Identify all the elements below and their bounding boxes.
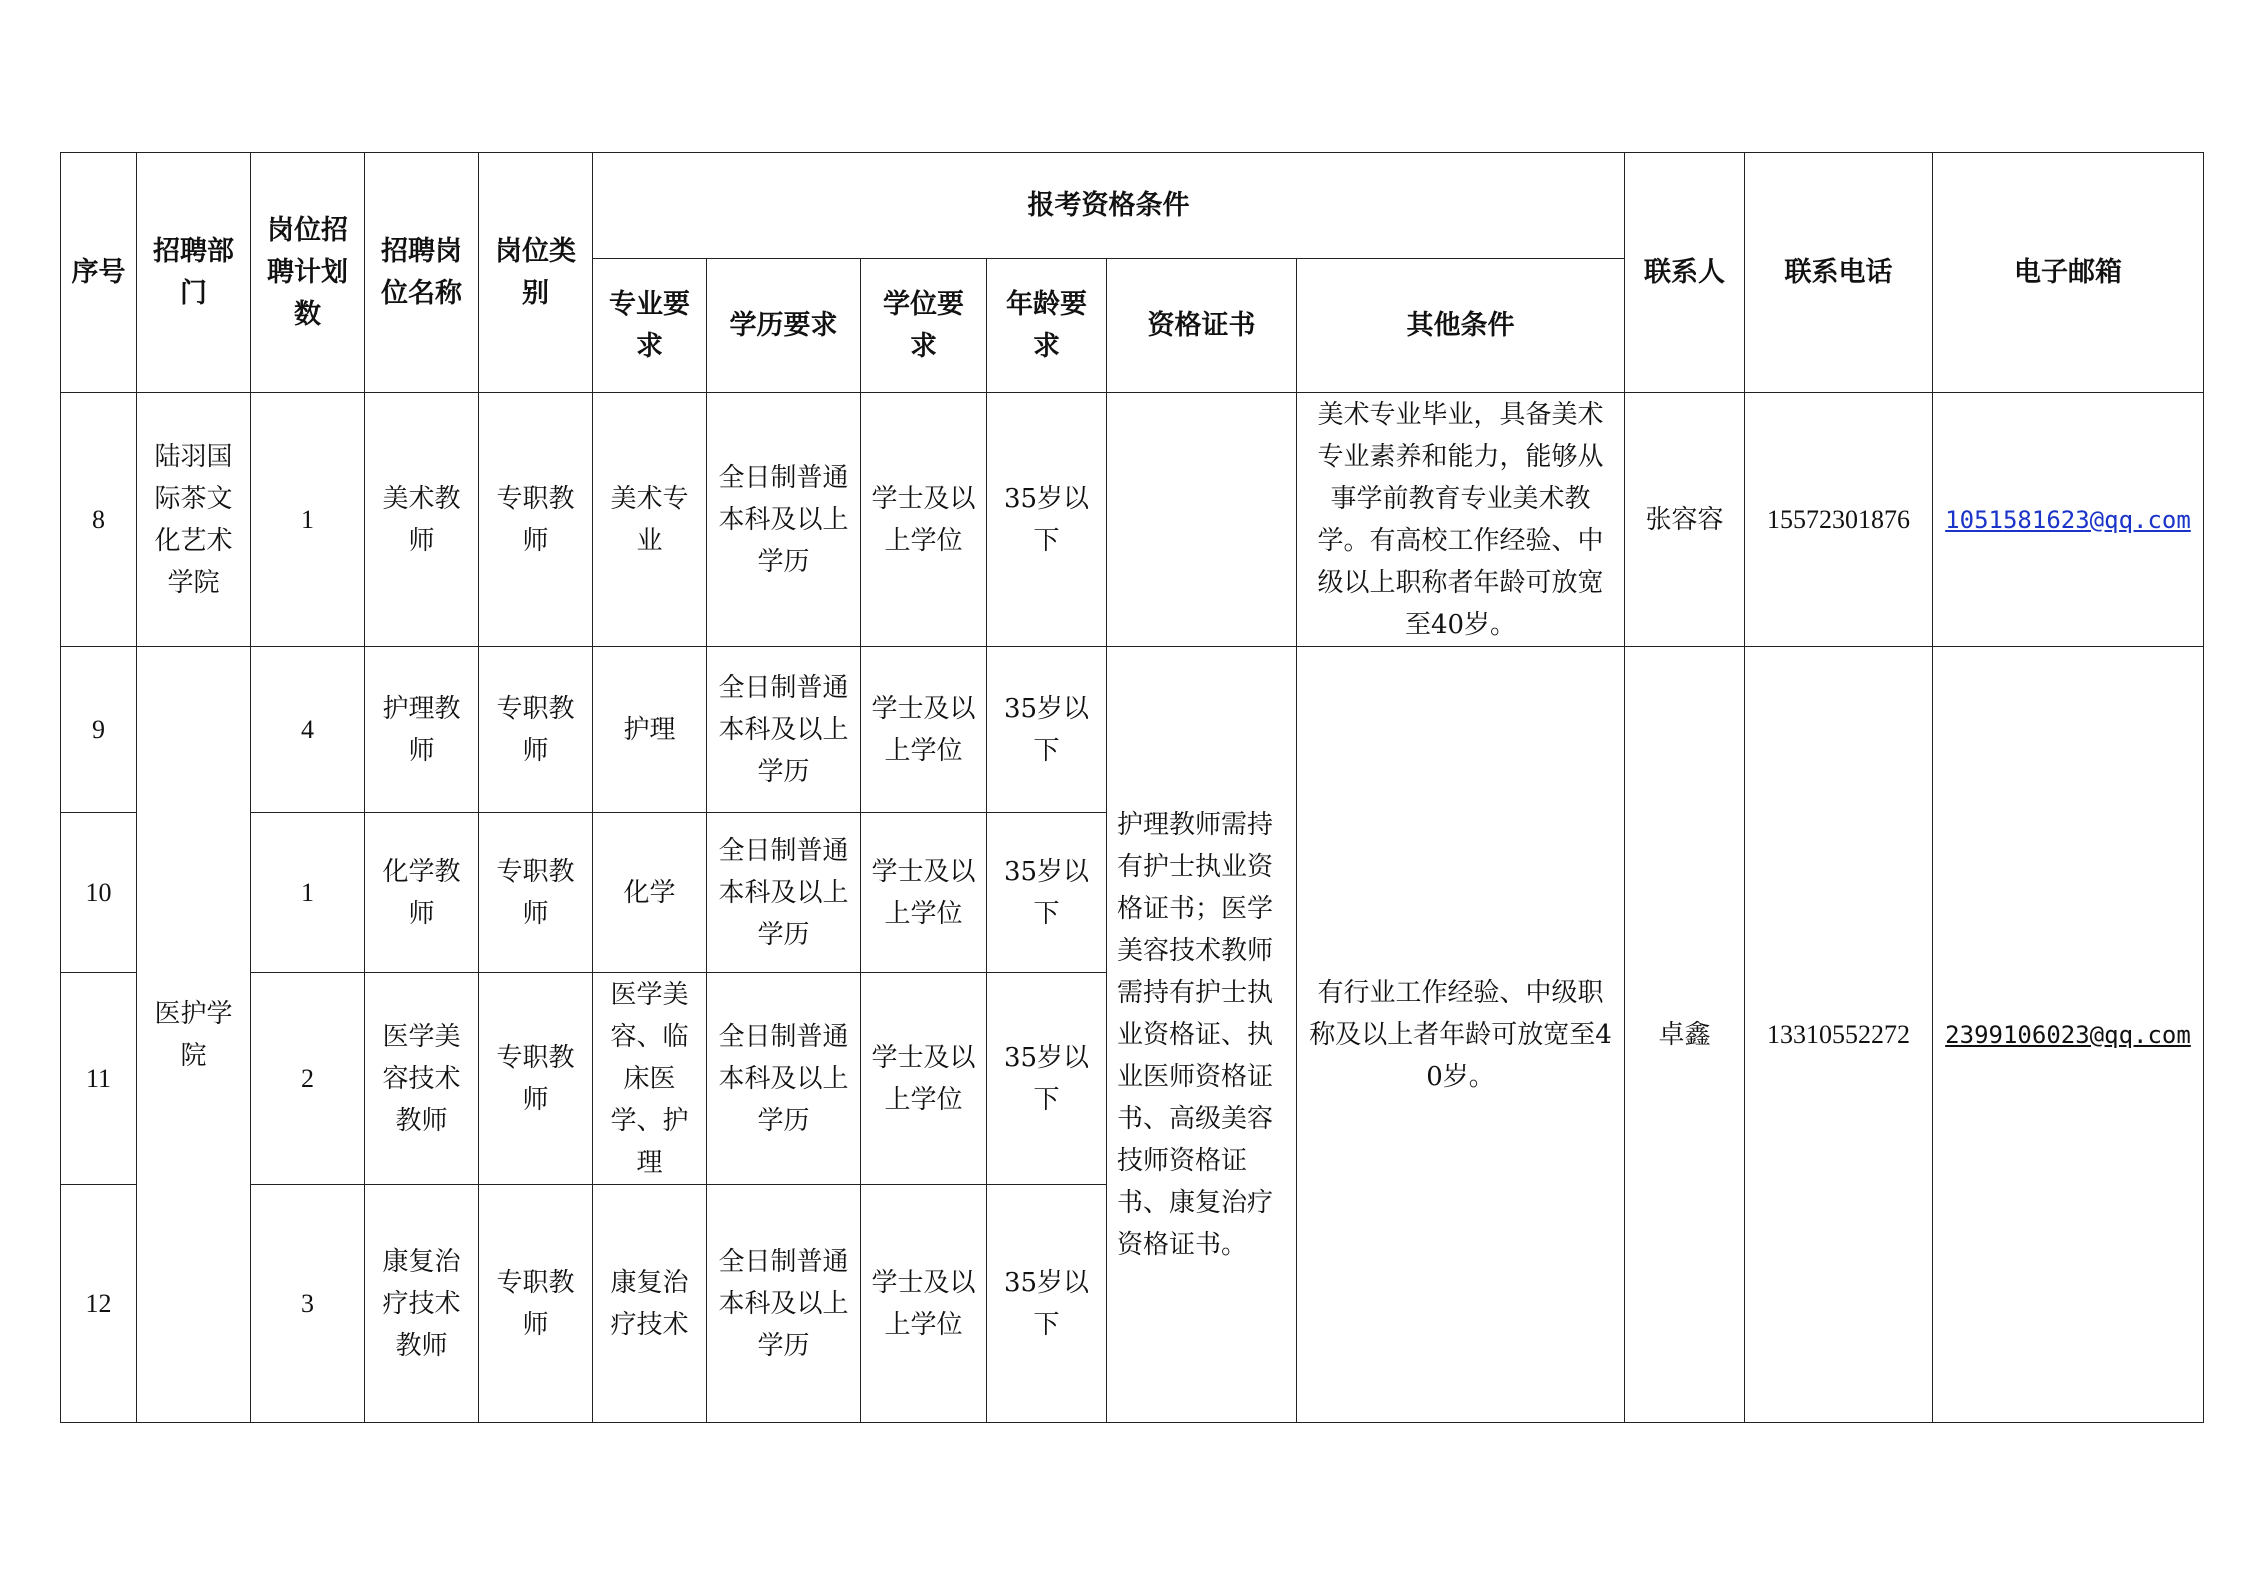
row-category: 专职教师 — [479, 973, 593, 1185]
row-email-cell — [1933, 393, 2204, 647]
header-phone: 联系电话 — [1745, 153, 1933, 393]
header-education: 学历要求 — [707, 259, 861, 393]
row-education: 全日制普通本科及以上学历 — [707, 647, 861, 813]
row-plan: 4 — [251, 647, 365, 813]
table-row — [61, 647, 2204, 813]
header-plan: 岗位招聘计划数 — [251, 153, 365, 393]
row-major: 化学 — [593, 813, 707, 973]
row-degree: 学士及以上学位 — [861, 393, 987, 647]
row-major: 康复治疗技术 — [593, 1185, 707, 1423]
header-other: 其他条件 — [1297, 259, 1625, 393]
email-link[interactable]: 1051581623@qq.com — [1945, 505, 2191, 534]
row-phone: 13310552272 — [1745, 647, 1933, 1423]
row-plan: 1 — [251, 393, 365, 647]
row-age: 35岁以下 — [987, 813, 1107, 973]
table-row — [61, 393, 2204, 647]
header-certificate: 资格证书 — [1107, 259, 1297, 393]
row-major: 医学美容、临床医学、护理 — [593, 973, 707, 1185]
row-contact: 卓鑫 — [1625, 647, 1745, 1423]
row-position: 化学教师 — [365, 813, 479, 973]
row-plan: 1 — [251, 813, 365, 973]
row-category: 专职教师 — [479, 813, 593, 973]
header-position: 招聘岗位名称 — [365, 153, 479, 393]
row-dept: 医护学院 — [137, 647, 251, 1423]
header-email: 电子邮箱 — [1933, 153, 2204, 393]
header-qualifications: 报考资格条件 — [593, 153, 1625, 259]
recruitment-table — [60, 152, 2204, 1423]
row-certificate: 护理教师需持有护士执业资格证书；医学美容技术教师需持有护士执业资格证、执业医师资格证书、高级美容技师资格证书、康复治疗资格证书。 — [1107, 647, 1297, 1423]
row-other: 有行业工作经验、中级职称及以上者年龄可放宽至40岁。 — [1297, 647, 1625, 1423]
row-education: 全日制普通本科及以上学历 — [707, 1185, 861, 1423]
row-position: 护理教师 — [365, 647, 479, 813]
header-contact: 联系人 — [1625, 153, 1745, 393]
row-seq: 10 — [61, 813, 137, 973]
row-category: 专职教师 — [479, 647, 593, 813]
row-position: 康复治疗技术教师 — [365, 1185, 479, 1423]
row-contact: 张容容 — [1625, 393, 1745, 647]
row-seq: 11 — [61, 973, 137, 1185]
row-plan: 3 — [251, 1185, 365, 1423]
header-category: 岗位类别 — [479, 153, 593, 393]
row-degree: 学士及以上学位 — [861, 1185, 987, 1423]
header-seq: 序号 — [61, 153, 137, 393]
row-category: 专职教师 — [479, 1185, 593, 1423]
row-dept: 陆羽国际茶文化艺术学院 — [137, 393, 251, 647]
header-degree: 学位要求 — [861, 259, 987, 393]
row-age: 35岁以下 — [987, 1185, 1107, 1423]
row-certificate — [1107, 393, 1297, 647]
row-phone: 15572301876 — [1745, 393, 1933, 647]
row-category: 专职教师 — [479, 393, 593, 647]
row-major: 美术专业 — [593, 393, 707, 647]
row-degree: 学士及以上学位 — [861, 813, 987, 973]
row-position: 美术教师 — [365, 393, 479, 647]
row-education: 全日制普通本科及以上学历 — [707, 813, 861, 973]
header-major: 专业要求 — [593, 259, 707, 393]
row-seq: 12 — [61, 1185, 137, 1423]
row-age: 35岁以下 — [987, 973, 1107, 1185]
row-seq: 8 — [61, 393, 137, 647]
row-plan: 2 — [251, 973, 365, 1185]
row-age: 35岁以下 — [987, 647, 1107, 813]
row-degree: 学士及以上学位 — [861, 973, 987, 1185]
row-seq: 9 — [61, 647, 137, 813]
header-dept: 招聘部门 — [137, 153, 251, 393]
header-age: 年龄要求 — [987, 259, 1107, 393]
row-position: 医学美容技术教师 — [365, 973, 479, 1185]
row-education: 全日制普通本科及以上学历 — [707, 393, 861, 647]
row-other: 美术专业毕业，具备美术专业素养和能力，能够从事学前教育专业美术教学。有高校工作经验、中级以上职称者年龄可放宽至40岁。 — [1297, 393, 1625, 647]
row-major: 护理 — [593, 647, 707, 813]
row-age: 35岁以下 — [987, 393, 1107, 647]
row-degree: 学士及以上学位 — [861, 647, 987, 813]
email-link[interactable]: 2399106023@qq.com — [1945, 1020, 2191, 1049]
row-email-cell — [1933, 647, 2204, 1423]
row-education: 全日制普通本科及以上学历 — [707, 973, 861, 1185]
